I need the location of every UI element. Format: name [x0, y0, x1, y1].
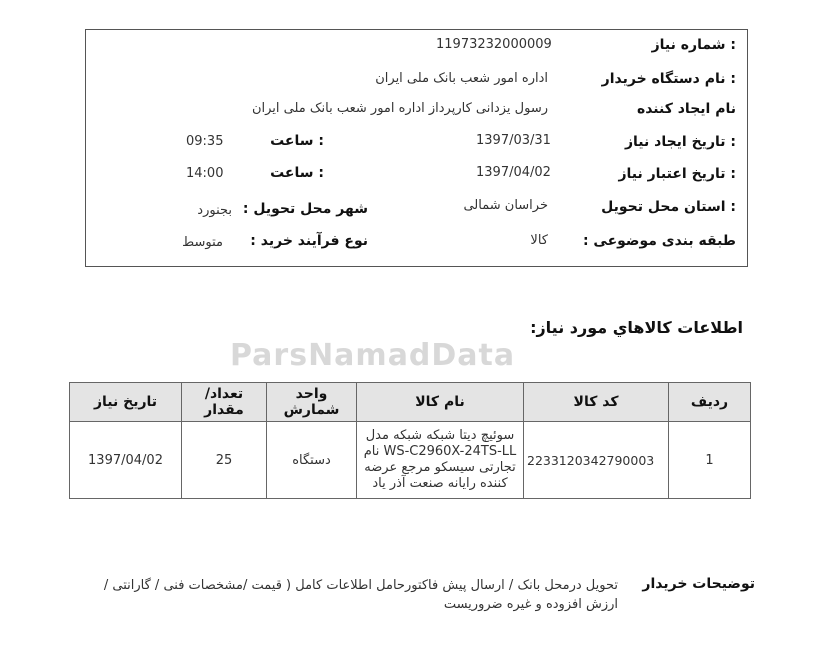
city-label: شهر محل تحویل :	[242, 201, 368, 217]
buyer-notes-text: تحویل درمحل بانک / ارسال پیش فاکتورحامل اطلاعات کامل ( قیمت /مشخصات فنی / گارانتی /ارزش افزوده و غیره ضروریست	[103, 578, 618, 612]
buyer-value: اداره امور شعب بانک ملی ایران	[375, 71, 548, 86]
col-unit: واحد شمارش	[267, 383, 357, 422]
valid-date-value: 1397/04/02	[476, 165, 551, 180]
valid-date-label: تاریخ اعتبار نیاز :	[618, 166, 736, 182]
created-date-value: 1397/03/31	[476, 133, 551, 148]
items-section-title: اطلاعات کالاهاي مورد نیاز:	[530, 318, 743, 337]
cell-date: 1397/04/02	[70, 422, 182, 499]
col-code: کد کالا	[524, 383, 669, 422]
created-time-value: 09:35	[186, 134, 224, 149]
category-value: کالا	[530, 233, 548, 248]
watermark: ParsNamadData	[230, 338, 516, 373]
created-date-label: تاریخ ایجاد نیاز :	[624, 134, 736, 150]
cell-row: 1	[669, 422, 751, 499]
city-value: بجنورد	[197, 203, 232, 218]
cell-unit: دستگاه	[267, 422, 357, 499]
category-label: طبقه بندی موضوعی :	[582, 233, 736, 249]
need-number-label: شماره نیاز :	[651, 37, 736, 53]
province-label: استان محل تحویل :	[601, 199, 736, 215]
buyer-notes-label: توضیحات خریدار	[642, 576, 755, 592]
valid-time-value: 14:00	[186, 166, 224, 181]
col-row: ردیف	[669, 383, 751, 422]
process-value: متوسط	[182, 235, 223, 250]
buyer-label: نام دستگاه خریدار :	[601, 71, 736, 87]
table-row	[70, 422, 751, 499]
items-table	[69, 382, 751, 499]
col-qty: تعداد/ مقدار	[182, 383, 267, 422]
created-time-label: ساعت :	[270, 133, 324, 149]
items-table-header	[70, 383, 751, 422]
process-label: نوع فرآیند خرید :	[250, 233, 368, 249]
need-number-value: 11973232000009	[436, 37, 552, 52]
valid-time-label: ساعت :	[270, 165, 324, 181]
col-name: نام کالا	[357, 383, 524, 422]
cell-code: 2233120342790003	[524, 422, 669, 499]
cell-name: سوئیچ دیتا شبکه شبکه مدل WS-C2960X-24TS-LL نام تجارتی سیسکو مرجع عرضه کننده رایانه صنعت آذر یاد	[357, 422, 524, 499]
cell-qty: 25	[182, 422, 267, 499]
col-date: تاریخ نیاز	[70, 383, 182, 422]
province-value: خراسان شمالی	[463, 198, 548, 213]
creator-value: رسول یزدانی کارپرداز اداره امور شعب بانک ملی ایران	[251, 101, 548, 116]
creator-label: نام ایجاد کننده	[636, 101, 736, 117]
